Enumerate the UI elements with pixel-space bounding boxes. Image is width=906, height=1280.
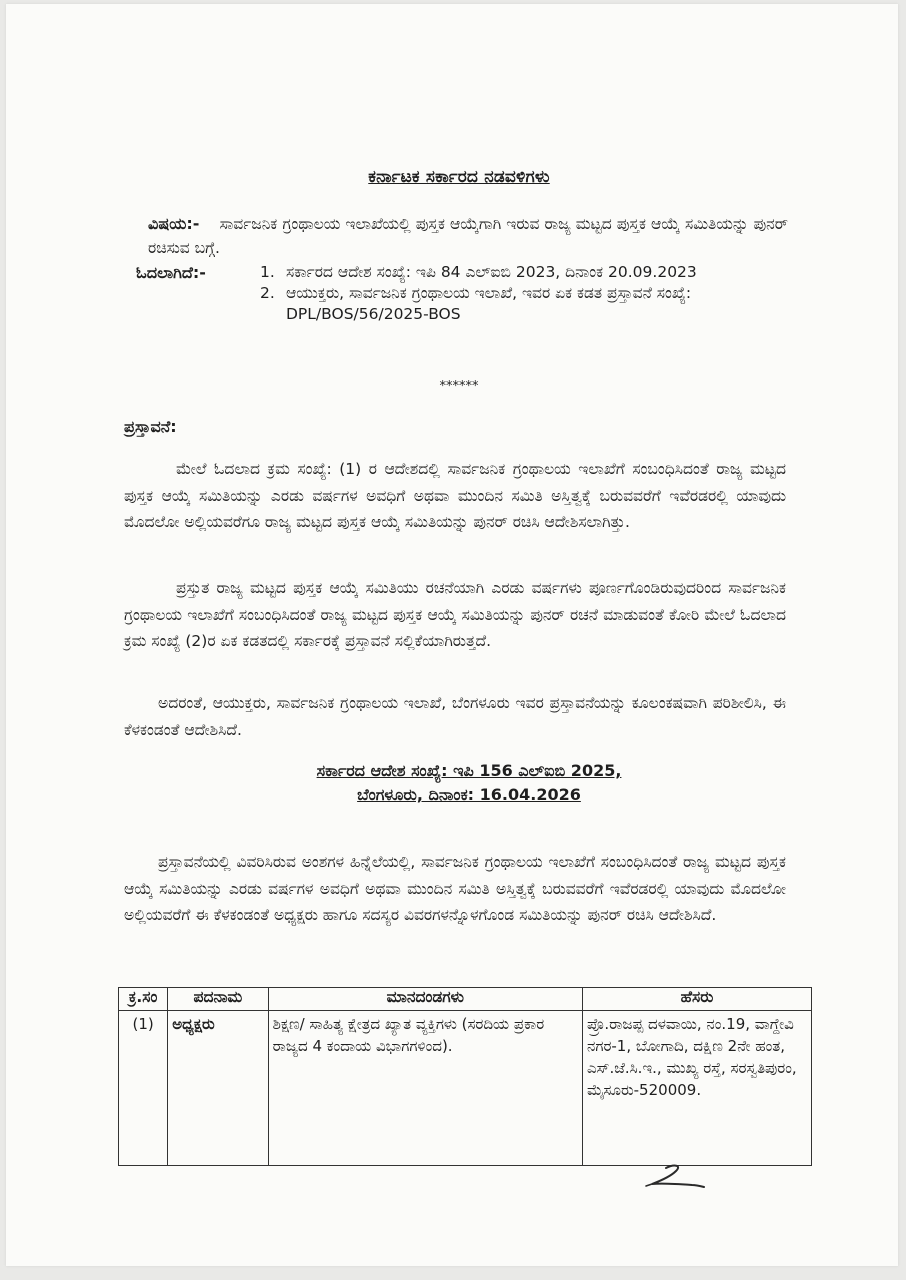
subject-text: ಸಾರ್ವಜನಿಕ ಗ್ರಂಥಾಲಯ ಇಲಾಖೆಯಲ್ಲಿ ಪುಸ್ತಕ ಆಯ್ಕೆಗಾಗಿ ಇರುವ ರಾಜ್ಯ ಮಟ್ಟದ ಪುಸ್ತಕ ಆಯ್ಕೆ ಸಮಿತಿಯನ್ನು ಪುನರ್ ರಚಿಸುವ ಬಗ್ಗೆ. bbox=[148, 215, 788, 257]
read-item bbox=[260, 283, 800, 325]
table-row bbox=[119, 1011, 812, 1166]
preamble-paragraph-3: ಅದರಂತೆ, ಆಯುಕ್ತರು, ಸಾರ್ವಜನಿಕ ಗ್ರಂಥಾಲಯ ಇಲಾಖೆ, ಬೆಂಗಳೂರು ಇವರ ಪ್ರಸ್ತಾವನೆಯನ್ನು ಕೂಲಂಕಷವಾಗಿ ಪರಿಶೀಲಿಸಿ, ಈ ಕೆಳಕಂಡಂತೆ ಆದೇಶಿಸಿದೆ. bbox=[124, 694, 786, 739]
header-designation: ಪದನಾಮ bbox=[168, 988, 268, 1011]
read-list bbox=[260, 262, 800, 325]
cell-name: ಪ್ರೊ.ರಾಜಪ್ಪ ದಳವಾಯಿ, ನಂ.19, ವಾಗ್ದೇವಿ ನಗರ-1, ಬೋಗಾದಿ, ದಕ್ಷಿಣ 2ನೇ ಹಂತ, ಎಸ್.ಜೆ.ಸಿ.ಇ., ಮುಖ್ಯ ರಸ್ತೆ, ಸರಸ್ವತಿಪುರಂ, ಮೈಸೂರು-520009. bbox=[582, 1011, 811, 1166]
committee-table bbox=[118, 987, 812, 1166]
cell-serial-no: (1) bbox=[119, 1011, 168, 1166]
document-content bbox=[6, 4, 898, 1266]
read-item-number: 1. bbox=[260, 263, 275, 281]
order-place-date: ಬೆಂಗಳೂರು, ದಿನಾಂಕ: 16.04.2026 bbox=[357, 785, 581, 804]
order-number: ಸರ್ಕಾರದ ಆದೇಶ ಸಂಖ್ಯೆ: ಇಪಿ 156 ಎಲ್‌ಐಬಿ 2025, bbox=[316, 761, 622, 780]
subject-block bbox=[148, 212, 788, 260]
header-name: ಹೆಸರು bbox=[582, 988, 811, 1011]
preamble-heading: ಪ್ರಸ್ತಾವನೆ: bbox=[124, 417, 177, 436]
cell-criteria: ಶಿಕ್ಷಣ/ ಸಾಹಿತ್ಯ ಕ್ಷೇತ್ರದ ಖ್ಯಾತ ವ್ಯಕ್ತಿಗಳು (ಸರದಿಯ ಪ್ರಕಾರ ರಾಜ್ಯದ 4 ಕಂದಾಯ ವಿಭಾಗಗಳಿಂದ). bbox=[268, 1011, 582, 1166]
read-item-number: 2. bbox=[260, 284, 275, 302]
header-serial-no: ಕ್ರ.ಸಂ bbox=[119, 988, 168, 1011]
signature-mark bbox=[638, 1162, 708, 1196]
read-item bbox=[260, 262, 800, 283]
table-header-row bbox=[119, 988, 812, 1011]
order-heading bbox=[6, 759, 906, 807]
header-criteria: ಮಾನದಂಡಗಳು bbox=[268, 988, 582, 1011]
document-page bbox=[6, 4, 898, 1266]
cell-designation: ಅಧ್ಯಕ್ಷರು bbox=[168, 1011, 268, 1166]
order-paragraph: ಪ್ರಸ್ತಾವನೆಯಲ್ಲಿ ವಿವರಿಸಿರುವ ಅಂಶಗಳ ಹಿನ್ನೆಲೆಯಲ್ಲಿ, ಸಾರ್ವಜನಿಕ ಗ್ರಂಥಾಲಯ ಇಲಾಖೆಗೆ ಸಂಬಂಧಿಸಿದಂತೆ ರಾಜ್ಯ ಮಟ್ಟದ ಪುಸ್ತಕ ಆಯ್ಕೆ ಸಮಿತಿಯನ್ನು ಎರಡು ವರ್ಷಗಳ ಅವಧಿಗೆ ಅಥವಾ ಮುಂದಿನ ಸಮಿತಿ ಅಸ್ತಿತ್ವಕ್ಕೆ ಬರುವವರೆಗೆ ಇವೆರಡರಲ್ಲಿ ಯಾವುದು ಮೊದಲೋ ಅಲ್ಲಿಯವರೆಗೆ ಈ ಕೆಳಕಂಡಂತೆ ಅಧ್ಯಕ್ಷರು ಹಾಗೂ ಸದಸ್ಯರ ವಿವರಗಳನ್ನೊಳಗೊಂಡ ಸಮಿತಿಯನ್ನು ಪುನರ್ ರಚಿಸಿ ಆದೇಶಿಸಿದೆ. bbox=[124, 853, 786, 924]
preamble-paragraph-1: ಮೇಲೆ ಓದಲಾದ ಕ್ರಮ ಸಂಖ್ಯೆ: (1) ರ ಆದೇಶದಲ್ಲಿ ಸಾರ್ವಜನಿಕ ಗ್ರಂಥಾಲಯ ಇಲಾಖೆಗೆ ಸಂಬಂಧಿಸಿದಂತೆ ರಾಜ್ಯ ಮಟ್ಟದ ಪುಸ್ತಕ ಆಯ್ಕೆ ಸಮಿತಿಯನ್ನು ಎರಡು ವರ್ಷಗಳ ಅವಧಿಗೆ ಅಥವಾ ಮುಂದಿನ ಸಮಿತಿ ಅಸ್ತಿತ್ವಕ್ಕೆ ಬರುವವರೆಗೆ ಇವೆರಡರಲ್ಲಿ ಯಾವುದು ಮೊದಲೋ ಅಲ್ಲಿಯವರೆಗೂ ರಾಜ್ಯ ಮಟ್ಟದ ಪುಸ್ತಕ ಆಯ್ಕೆ ಸಮಿತಿಯನ್ನು ಪುನರ್ ರಚಿಸಿ ಆದೇಶಿಸಲಾಗಿತ್ತು. bbox=[124, 460, 786, 531]
section-separator: ****** bbox=[439, 379, 479, 394]
read-label: ಓದಲಾಗಿದೆ:- bbox=[136, 263, 206, 282]
read-item-text: ಸರ್ಕಾರದ ಆದೇಶ ಸಂಖ್ಯೆ: ಇಪಿ 84 ಎಲ್‌ಐಬಿ 2023, ದಿನಾಂಕ 20.09.2023 bbox=[286, 263, 697, 281]
page-title: ಕರ್ನಾಟಕ ಸರ್ಕಾರದ ನಡವಳಿಗಳು bbox=[368, 167, 550, 187]
preamble-paragraph-2: ಪ್ರಸ್ತುತ ರಾಜ್ಯ ಮಟ್ಟದ ಪುಸ್ತಕ ಆಯ್ಕೆ ಸಮಿತಿಯು ರಚನೆಯಾಗಿ ಎರಡು ವರ್ಷಗಳು ಪೂರ್ಣಗೊಂಡಿರುವುದರಿಂದ ಸಾರ್ವಜನಿಕ ಗ್ರಂಥಾಲಯ ಇಲಾಖೆಗೆ ಸಂಬಂಧಿಸಿದಂತೆ ರಾಜ್ಯ ಮಟ್ಟದ ಪುಸ್ತಕ ಆಯ್ಕೆ ಸಮಿತಿಯನ್ನು ಪುನರ್ ರಚನೆ ಮಾಡುವಂತೆ ಕೋರಿ ಮೇಲೆ ಓದಲಾದ ಕ್ರಮ ಸಂಖ್ಯೆ (2)ರ ಏಕ ಕಡತದಲ್ಲಿ ಸರ್ಕಾರಕ್ಕೆ ಪ್ರಸ್ತಾವನೆ ಸಲ್ಲಿಕೆಯಾಗಿರುತ್ತದೆ. bbox=[124, 579, 786, 650]
read-item-text: ಆಯುಕ್ತರು, ಸಾರ್ವಜನಿಕ ಗ್ರಂಥಾಲಯ ಇಲಾಖೆ, ಇವರ ಏಕ ಕಡತ ಪ್ರಸ್ತಾವನೆ ಸಂಖ್ಯೆ: DPL/BOS/56/2025-BOS bbox=[286, 284, 692, 323]
subject-label: ವಿಷಯ:- bbox=[148, 214, 200, 233]
